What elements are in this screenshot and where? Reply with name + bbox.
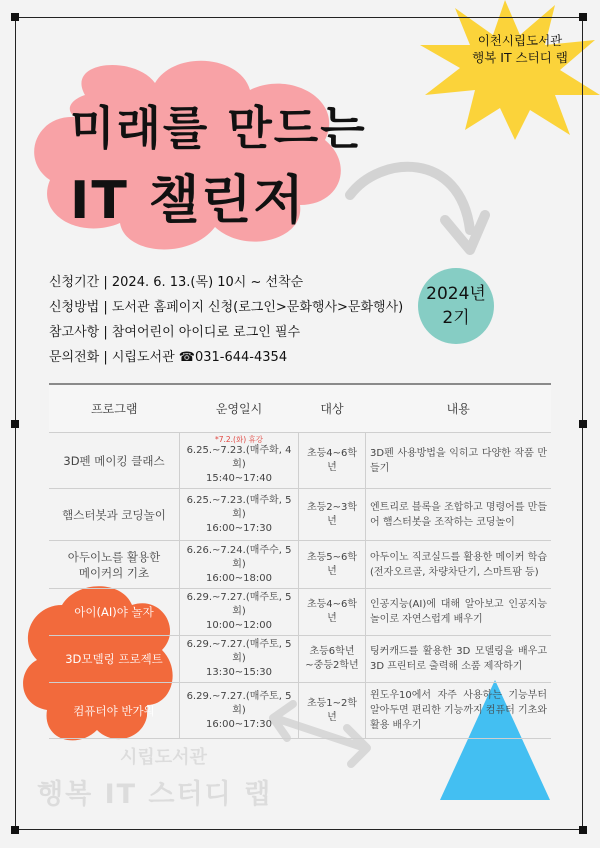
program-target: 초등2~3학년 [299, 489, 366, 541]
program-description: 3D펜 사용방법을 익히고 다양한 작품 만들기 [366, 433, 552, 489]
term-session: 2기 [442, 308, 470, 328]
col-header-content: 내용 [366, 384, 552, 433]
target-line-1: 초등6학년 [309, 646, 355, 657]
table-row [49, 541, 551, 589]
program-description: 팅커캐드를 활용한 3D 모델링을 배우고 3D 프린터로 출력해 소품 제작하기 [366, 636, 552, 683]
program-name-line-2: 메이커의 기초 [78, 565, 150, 580]
program-target: 초등4~6학년 [299, 433, 366, 489]
program-description: 아두이노 직코실드를 활용한 메이커 학습 (전자오르골, 차량차단기, 스마트팜 등) [366, 541, 552, 589]
table-row [49, 683, 551, 739]
frame-handle-bottom-left[interactable] [11, 826, 19, 834]
target-line-2: ~중등2학년 [305, 660, 359, 671]
info-note: 참고사항 | 참여어린이 아이디로 로그인 필수 [49, 325, 301, 340]
table-row [49, 433, 551, 489]
schedule-time: 16:00~17:30 [205, 522, 272, 534]
program-target: 초등1~2학년 [299, 683, 366, 739]
program-name: 3D펜 메이킹 클래스 [49, 433, 180, 489]
schedule-dates: 6.25.~7.23.(매주화, 4회) [186, 445, 292, 470]
table-row [49, 489, 551, 541]
program-schedule [180, 683, 299, 739]
term-year: 2024년 [426, 284, 486, 304]
info-method: 신청방법 | 도서관 홈페이지 신청(로그인>문화행사>문화행사) [49, 300, 404, 315]
info-period: 신청기간 | 2024. 6. 13.(목) 10시 ~ 선착순 [49, 275, 304, 290]
schedule-dates: 6.26.~7.24.(매주수, 5회) [186, 544, 292, 570]
frame-handle-mid-right[interactable] [579, 420, 587, 428]
schedule-dates: 6.29.~7.27.(매주토, 5회) [186, 690, 292, 716]
schedule-time: 15:40~17:40 [205, 473, 272, 484]
schedule-dates: 6.29.~7.27.(매주토, 5회) [186, 639, 292, 664]
schedule-dates: 6.25.~7.23.(매주화, 5회) [186, 494, 292, 520]
organizer-program: 행복 IT 스터디 랩 [472, 50, 568, 65]
frame-handle-mid-left[interactable] [11, 420, 19, 428]
organizer-label [460, 32, 580, 66]
program-schedule [180, 433, 299, 489]
program-description: 인공지능(AI)에 대해 알아보고 인공지능 놀이로 자연스럽게 배우기 [366, 589, 552, 636]
table-header-row [49, 384, 551, 433]
program-table [49, 383, 551, 739]
program-schedule [180, 541, 299, 589]
program-target: 초등4~6학년 [299, 589, 366, 636]
table-row [49, 589, 551, 636]
program-schedule [180, 489, 299, 541]
schedule-time: 16:00~17:30 [205, 718, 272, 730]
watermark-line-2: 행복 IT 스터디 랩 [37, 779, 273, 810]
program-description: 윈도우10에서 자주 사용하는 기능부터 알아두면 편리한 기능까지 컴퓨터 기초와 활용 배우기 [366, 683, 552, 739]
program-target [299, 636, 366, 683]
table-row [49, 636, 551, 683]
program-target: 초등5~6학년 [299, 541, 366, 589]
title-line-1: 미래를 만드는 [70, 101, 367, 155]
schedule-dates: 6.29.~7.27.(매주토, 5회) [186, 592, 292, 617]
organizer-name: 이천시립도서관 [477, 33, 563, 48]
program-description: 엔트리로 블록을 조합하고 명령어를 만들어 햄스터봇을 조작하는 코딩놀이 [366, 489, 552, 541]
application-info [49, 270, 403, 370]
title-line-2: IT 챌린저 [70, 171, 306, 231]
program-name-line-1: 아두이노를 활용한 [67, 549, 161, 564]
schedule-time: 16:00~18:00 [205, 572, 272, 584]
cancellation-note: *7.2.(화) 휴강 [214, 435, 264, 444]
schedule-time: 13:30~15:30 [205, 667, 272, 678]
frame-handle-top-right[interactable] [579, 13, 587, 21]
frame-handle-top-left[interactable] [11, 13, 19, 21]
col-header-program: 프로그램 [49, 384, 180, 433]
frame-handle-bottom-right[interactable] [579, 826, 587, 834]
term-badge [418, 268, 494, 344]
watermark-line-1: 시립도서관 [120, 747, 207, 768]
program-name: 아이(AI)야 놀자 [49, 589, 180, 636]
schedule-time: 10:00~12:00 [205, 620, 272, 631]
program-name: 햄스터봇과 코딩놀이 [49, 489, 180, 541]
info-contact: 문의전화 | 시립도서관 ☎031-644-4354 [49, 350, 288, 365]
program-name: 3D모델링 프로젝트 [49, 636, 180, 683]
col-header-target: 대상 [299, 384, 366, 433]
program-schedule [180, 589, 299, 636]
col-header-schedule: 운영일시 [180, 384, 299, 433]
program-schedule [180, 636, 299, 683]
program-name [49, 541, 180, 589]
program-name: 컴퓨터야 반가워 [49, 683, 180, 739]
